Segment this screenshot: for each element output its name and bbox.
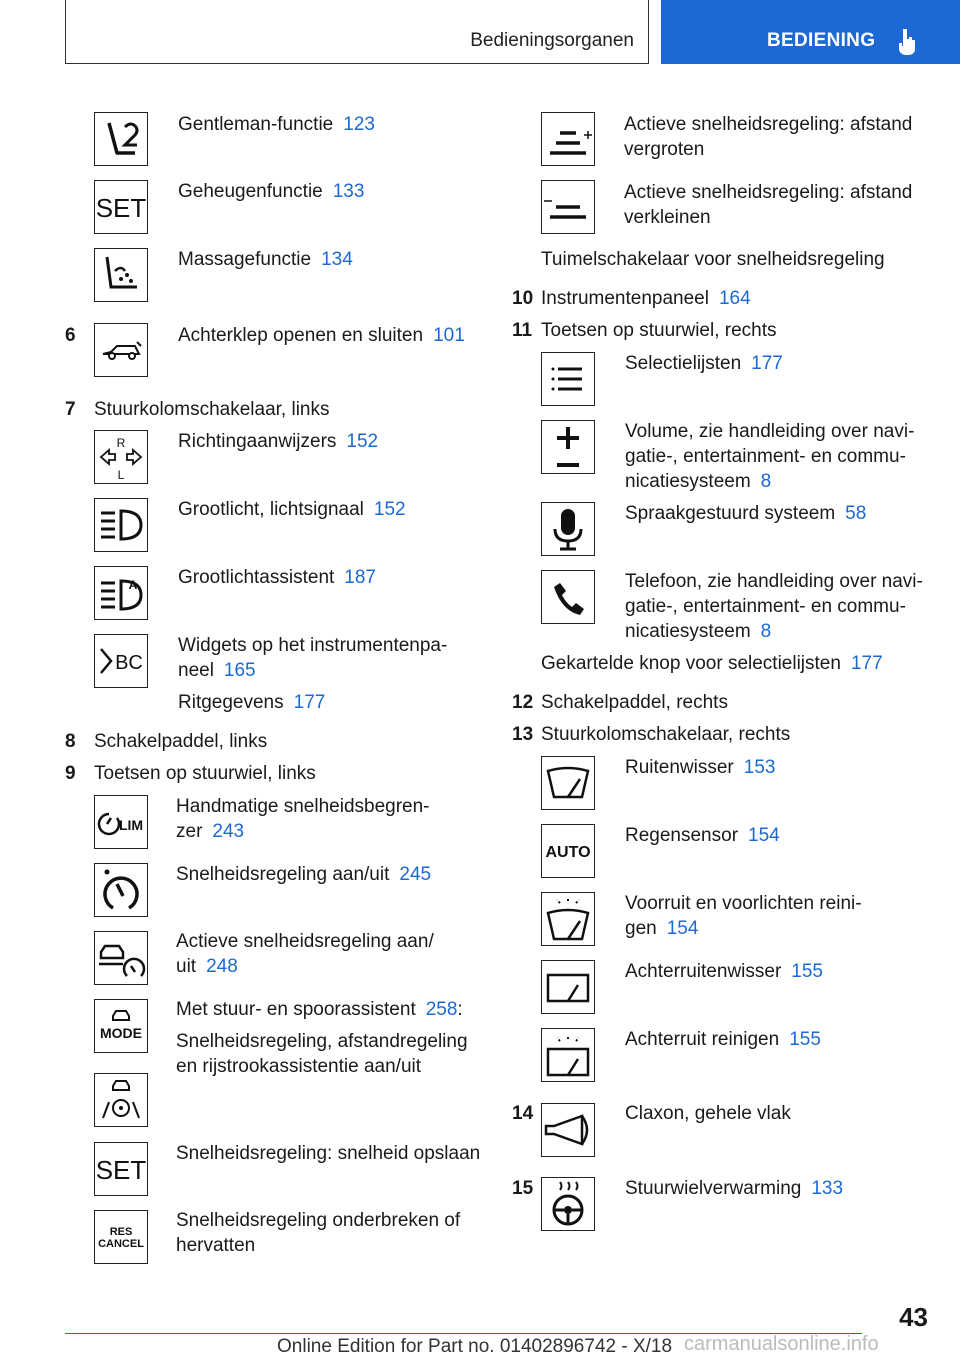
grootlichtassistent-page-link[interactable]: 187 [344,567,376,588]
grootlichtassistent-label: Grootlichtassistent [178,567,335,588]
res-line2: hervatten [176,1235,256,1256]
seat-gentleman-icon [94,112,148,166]
knurl-label: Gekartelde knop voor selectielijsten [541,653,841,674]
lim-page-link[interactable]: 243 [212,821,245,842]
richting-page-link[interactable]: 152 [346,431,379,452]
wiper-label: Ruitenwisser [625,757,734,778]
speech-label: Spraakgestuurd systeem [625,503,836,524]
phone-page-link[interactable]: 8 [760,621,772,642]
grootlicht-page-link[interactable]: 152 [373,499,406,520]
heading-9: Toetsen op stuurwiel, links [94,763,316,784]
rearwiper-label: Achterruitenwisser [625,961,782,982]
header-section-title: Bedieningsorganen [470,30,634,51]
cruise-control-icon [94,863,148,917]
item-number-8: 8 [65,731,76,752]
wiper-icon [541,756,595,810]
grootlicht-label: Grootlicht, lichtsignaal [178,499,364,520]
instr-label: Instrumentenpaneel [541,288,709,309]
svg-text:AUTO: AUTO [545,844,591,861]
horn-icon [541,1103,595,1157]
speech-page-link[interactable]: 58 [845,503,867,524]
item-number-10: 10 [512,288,534,309]
turn-signal-icon [94,430,148,484]
select-page-link[interactable]: 177 [751,353,783,374]
svg-text:RES: RES [109,1226,133,1238]
bc-button-icon [94,634,148,688]
ritgegevens-page-link[interactable]: 177 [293,692,326,713]
svg-text:BC: BC [115,652,143,674]
res-line1: Snelheidsregeling onderbreken of [176,1210,461,1231]
select-label: Selectielijsten [625,353,742,374]
auto-rain-sensor-icon [541,824,595,878]
heading-8: Schakelpaddel, links [94,731,268,752]
assist-page-link[interactable]: 258 [425,999,458,1020]
acc-page-link[interactable]: 248 [206,956,238,977]
item-number-13: 13 [512,724,534,745]
volume-line2: gatie-, entertainment- en commu- [625,446,906,467]
svg-text:MODE: MODE [100,1025,142,1041]
cruise-page-link[interactable]: 245 [399,864,432,885]
item-number-15: 15 [512,1178,534,1199]
ritgegevens-label: Ritgegevens [178,692,284,713]
acc-line1: Actieve snelheidsregeling aan/ [176,931,434,952]
wash-line1: Voorruit en voorlichten reini- [625,893,862,914]
steering-lane-assist-icon [94,1073,148,1127]
svg-text:L: L [117,468,125,482]
svg-text:LIM: LIM [118,817,144,833]
res-cancel-icon [94,1210,148,1264]
volume-line1: Volume, zie handleiding over navi- [625,421,915,442]
volume-line3: nicatiesysteem [625,471,751,492]
richting-label: Richtingaanwijzers [178,431,337,452]
dist-down-line2: verkleinen [624,207,711,228]
lim-line1: Handmatige snelheidsbegren- [176,796,430,817]
set2-label: Snelheidsregeling: snelheid opslaan [176,1143,481,1164]
cruise-label: Snelheidsregeling aan/uit [176,864,390,885]
widgets-page-link[interactable]: 165 [223,660,256,681]
item-number-14: 14 [512,1103,534,1124]
seat-massage-icon [94,248,148,302]
header-section-box [65,0,649,64]
tuimel-label: Tuimelschakelaar voor snelheidsregeling [541,249,885,270]
page-number: 43 [899,1302,928,1332]
heat-page-link[interactable]: 133 [811,1178,844,1199]
item-number-9: 9 [65,763,76,784]
phone-line2: gatie-, entertainment- en commu- [625,596,906,617]
horn-label: Claxon, gehele vlak [625,1103,791,1124]
item-number-11: 11 [512,320,533,341]
item-number-12: 12 [512,692,534,713]
geheugen-label: Geheugenfunctie [178,181,323,202]
header-chapter-tab [661,0,960,64]
volume-plus-minus-icon [541,420,595,474]
washer-icon [541,892,595,946]
distance-decrease-icon [541,180,595,234]
auto-label: Regensensor [625,825,739,846]
heading-7: Stuurkolomschakelaar, links [94,399,330,420]
active-cruise-icon [94,931,148,985]
tailgate-icon [94,323,148,377]
assist-suffix: : [457,999,463,1020]
hand-pointer-icon [897,27,919,55]
list-icon [541,352,595,406]
rear-washer-icon [541,1028,595,1082]
phone-icon [541,570,595,624]
phone-line1: Telefoon, zie handleiding over navi- [625,571,923,592]
volume-page-link[interactable]: 8 [760,471,772,492]
wiper-page-link[interactable]: 153 [743,757,776,778]
heading-13: Stuurkolomschakelaar, rechts [541,724,791,745]
set-speed-icon [94,1142,148,1196]
item-number-6: 6 [65,325,76,346]
gentleman-label: Gentleman-functie [178,114,334,135]
knurl-page-link[interactable]: 177 [850,653,883,674]
dist-up-line1: Actieve snelheidsregeling: afstand [624,114,913,135]
wash-line2: gen [625,918,657,939]
distance-increase-icon [541,112,595,166]
item-number-7: 7 [65,399,76,420]
rear-wiper-icon [541,960,595,1014]
wash-page-link[interactable]: 154 [666,918,699,939]
assist-label: Met stuur- en spoorassistent [176,999,416,1020]
dist-up-line2: vergroten [624,139,705,160]
phone-line3: nicatiesysteem [625,621,751,642]
svg-text:SET: SET [95,193,147,223]
set-memory-icon [94,180,148,234]
header-chapter-title: BEDIENING [767,30,876,51]
gentleman-page-link[interactable]: 123 [343,114,375,135]
svg-text:SET: SET [95,1155,147,1185]
assist-desc-line1: Snelheidsregeling, afstandregeling [176,1031,468,1052]
acc-line2: uit [176,956,197,977]
rearwash-label: Achterruit reinigen [625,1029,780,1050]
mode-icon [94,999,148,1053]
massage-label: Massagefunctie [178,249,312,270]
geheugen-page-link[interactable]: 133 [332,181,365,202]
instr-page-link[interactable]: 164 [718,288,751,309]
svg-text:CANCEL: CANCEL [98,1238,144,1250]
svg-text:R: R [116,436,126,450]
achterklep-page-link[interactable]: 101 [433,325,465,346]
speed-limiter-icon [94,795,148,849]
high-beam-icon [94,498,148,552]
widgets-line1: Widgets op het instrumentenpa- [178,635,448,656]
dist-down-line1: Actieve snelheidsregeling: afstand [624,182,913,203]
footer-edition: Online Edition for Part no. 01402896742 - X/18 [277,1336,673,1357]
massage-page-link[interactable]: 134 [321,249,353,270]
lim-line2: zer [176,821,203,842]
heat-label: Stuurwielverwarming [625,1178,802,1199]
widgets-line2: neel [178,660,214,681]
rearwiper-page-link[interactable]: 155 [791,961,823,982]
heading-11: Toetsen op stuurwiel, rechts [541,320,777,341]
steering-heat-icon [541,1177,595,1231]
microphone-icon [541,502,595,556]
achterklep-label: Achterklep openen en sluiten [178,325,424,346]
rearwash-page-link[interactable]: 155 [789,1029,821,1050]
high-beam-assist-icon [94,566,148,620]
auto-page-link[interactable]: 154 [748,825,780,846]
svg-text:A: A [128,578,138,592]
assist-desc-line2: en rijstrookassistentie aan/uit [176,1056,422,1077]
heading-12: Schakelpaddel, rechts [541,692,728,713]
footer-watermark: carmanualsonline.info [684,1333,879,1355]
